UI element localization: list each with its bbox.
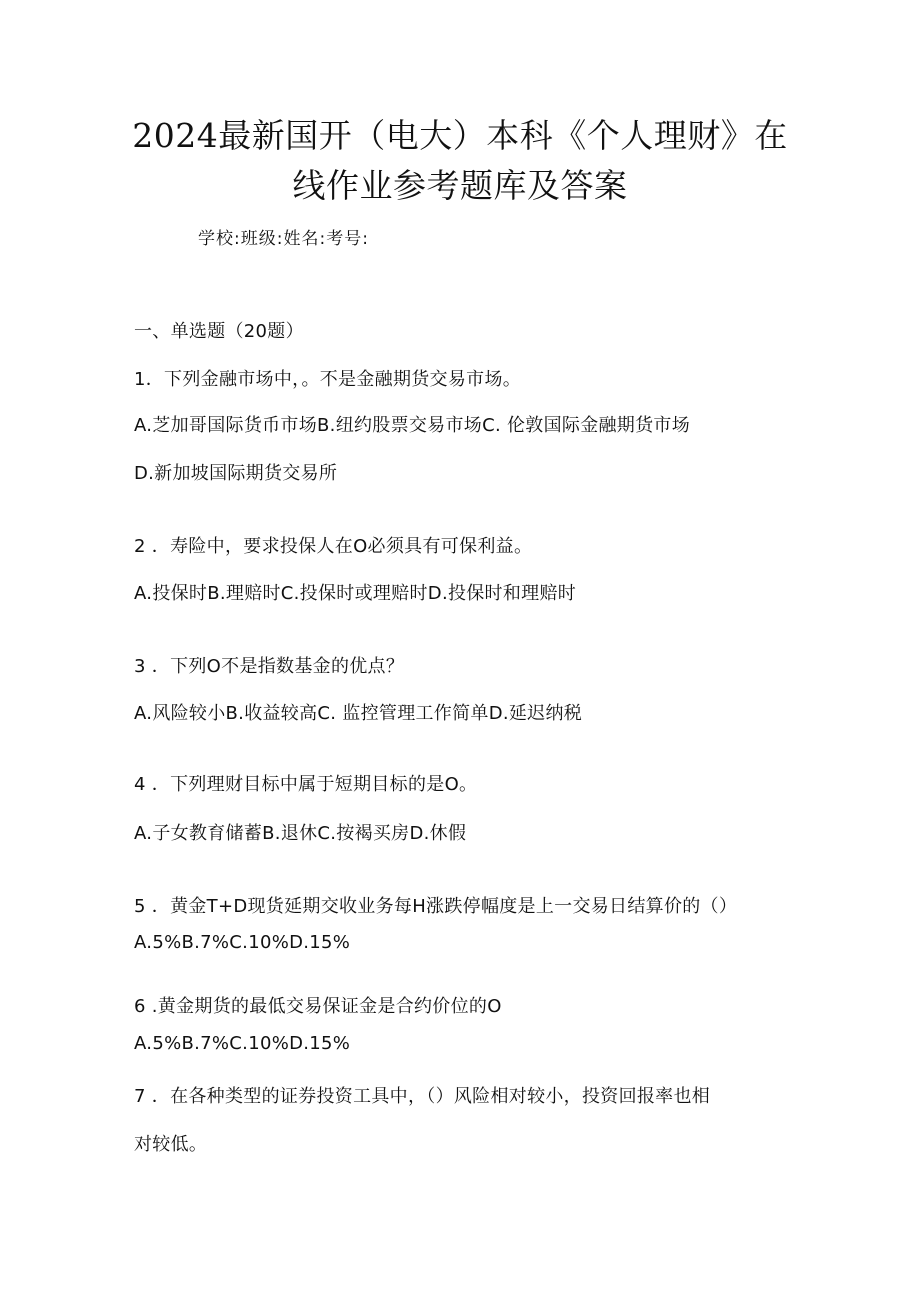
exam-number-label: 考号: bbox=[326, 229, 369, 249]
question-4-stem: 4 ．下列理财目标中属于短期目标的是O。 bbox=[134, 774, 478, 795]
question-3-options: A.风险较小B.收益较高C. 监控管理工作简单D.延迟纳税 bbox=[134, 703, 583, 724]
question-1-options-line-1: A.芝加哥国际货币市场B.纽约股票交易市场C. 伦敦国际金融期货市场 bbox=[134, 415, 690, 436]
question-2-options: A.投保时B.理赔时C.投保时或理赔时D.投保时和理赔时 bbox=[134, 583, 577, 604]
question-6-options: A.5%B.7%C.10%D.15% bbox=[134, 1033, 351, 1054]
section-heading: 一、单选题（20题） bbox=[134, 321, 304, 342]
question-4-options: A.子女教育储蓄B.退休C.按褐买房D.休假 bbox=[134, 823, 467, 844]
question-3-stem: 3 ．下列O不是指数基金的优点？ bbox=[134, 656, 405, 677]
question-7-stem: 7 ．在各种类型的证券投资工具中，（）风险相对较小，投资回报率也相 bbox=[134, 1086, 711, 1107]
question-7-stem-line-2: 对较低。 bbox=[134, 1134, 208, 1155]
school-label: 学校: bbox=[198, 229, 241, 249]
question-6-stem: 6 .黄金期货的最低交易保证金是合约价位的O bbox=[134, 996, 502, 1017]
document-title-line-2: 线作业参考题库及答案 bbox=[292, 166, 628, 205]
name-label: 姓名: bbox=[283, 229, 327, 249]
question-1-stem: 1．下列金融市场中，。不是金融期货交易市场。 bbox=[134, 369, 522, 390]
class-label: 班级: bbox=[240, 229, 284, 249]
document-title-line-1: 2024最新国开（电大）本科《个人理财》在 bbox=[132, 116, 788, 155]
question-2-stem: 2 ．寿险中，要求投保人在O必须具有可保利益。 bbox=[134, 536, 533, 557]
student-info-line bbox=[198, 228, 369, 250]
question-5-stem: 5 ．黄金T+D现货延期交收业务每H涨跌停幅度是上一交易日结算价的（） bbox=[134, 896, 738, 917]
question-1-options-line-2: D.新加坡国际期货交易所 bbox=[134, 463, 338, 484]
question-5-options: A.5%B.7%C.10%D.15% bbox=[134, 932, 351, 953]
